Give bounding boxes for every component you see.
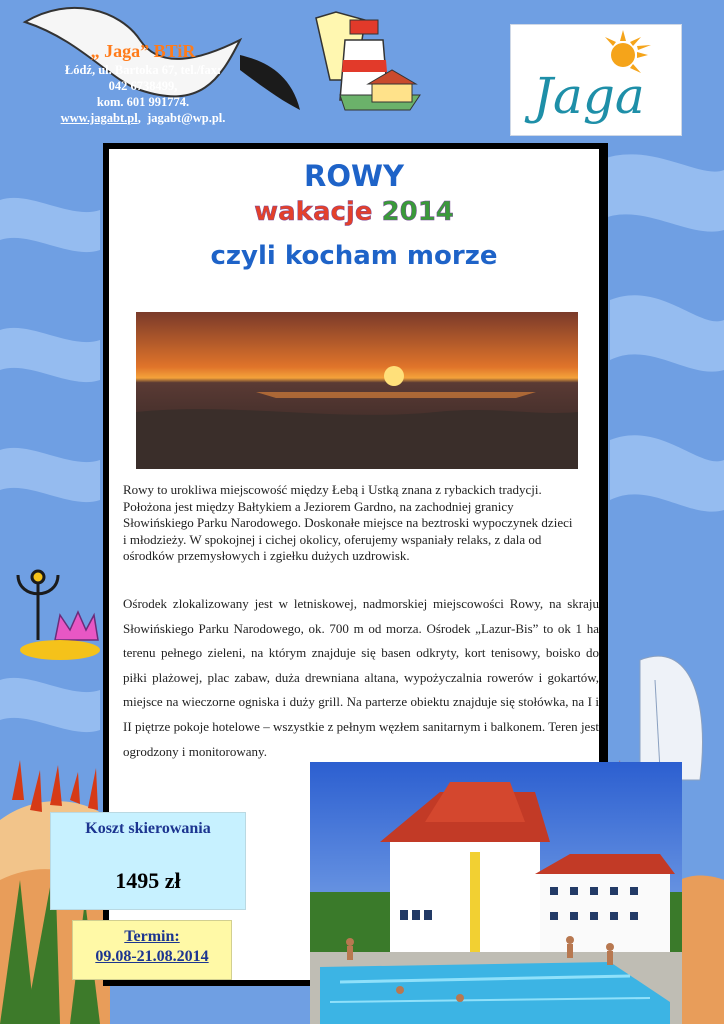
season-title <box>109 197 599 227</box>
agency-phone: 042 6738499, <box>108 79 178 93</box>
contact-block <box>28 40 258 126</box>
anchor-icon <box>18 571 58 640</box>
agency-address: Łódź, ul. Bartoka 67, tel./fax: <box>64 63 222 77</box>
sunset-photo <box>136 312 578 469</box>
lighthouse-icon <box>316 12 420 110</box>
contact-separator: , <box>137 111 141 125</box>
price-value: 1495 zł <box>115 868 181 893</box>
term-value: 09.08-21.08.2014 <box>95 948 209 965</box>
term-box <box>72 920 232 980</box>
logo-text: Jaga <box>533 67 645 125</box>
facility-paragraph: Ośrodek zlokalizowany jest w letniskowej, nadmorskiej miejscowości Rowy, na skraju Słowińskiego Parku Narodowego, ok. 700 m od morza. Ośrodek „Lazur-Bis” to ok 1 ha terenu pełnego zieleni, na którym znajduje się basen odkryty, kort tenisowy, boisko do piłki plażowej, plac zabaw, duża drewniana altana, wypożyczalnia rowerów i gokartów, miejsce na wieczorne ogniska i duży grill. Na parterze obiektu znajduje się stołówka, na I i II piętrze pokoje hotelowe – wszystkie z pełnym węzłem sanitarnym i balkonem. Teren jest ogrodzony i monitorowany. <box>123 596 599 759</box>
term-label: Termin: <box>124 928 180 945</box>
email-link[interactable]: jagabt@wp.pl. <box>147 111 226 125</box>
price-box <box>50 812 246 910</box>
agency-mobile: kom. 601 991774. <box>96 95 190 109</box>
intro-paragraph: Rowy to urokliwa miejscowość między Łebą i Ustką znana z rybackich tradycji. Położona jest między Bałtykiem a Jeziorem Gardno, na zachodniej granicy Słowińskiego Parku Narodowego. Doskonałe miejsce na beztroski wypoczynek dzieci i młodzieży. W spokojnej i cichej okolicy, oferujemy wspaniały relaks, z dala od ośrodków przemysłowych i zgiełku dużych uzdrowisk. <box>123 482 573 564</box>
jaga-logo <box>510 24 682 136</box>
hotel-photo <box>310 762 682 1024</box>
tagline: czyli kocham morze <box>210 241 498 271</box>
website-link[interactable]: www.jagabt.pl <box>60 111 138 125</box>
crown-icon <box>20 612 100 660</box>
agency-name: „ Jaga” BTiR <box>90 41 196 61</box>
season-year: 2014 <box>381 197 454 227</box>
sun-icon <box>511 25 681 135</box>
place-title: ROWY <box>304 159 404 193</box>
price-label: Koszt skierowania <box>85 820 211 837</box>
season-word: wakacje <box>254 197 373 227</box>
